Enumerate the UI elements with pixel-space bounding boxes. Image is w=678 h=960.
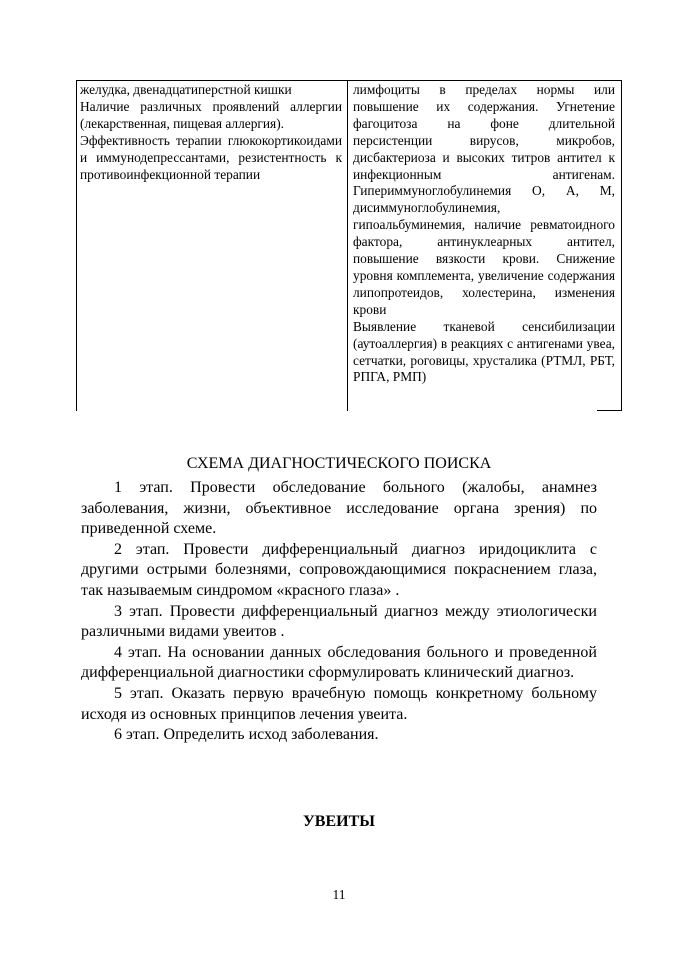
stage-3: 3 этап. Провести дифференциальный диагноз между этиологически различными видами увеитов . xyxy=(81,602,597,641)
right-cell-immunology: лимфоциты в пределах нормы или повышение их содержания. Угнетение фагоцитоза на фоне длительной персистенции вирусов, микробов, дисбактериоза и высоких титров антител к инфекционным антигенам. Гипериммуноглобулинемия О, А, М, дисиммуноглобулинемия, гипоальбуминемия, наличие ревматоидного фактора, антинуклеарных антител, повышение вязкости крови. Снижение уровня комплемента, увеличение содержания липопротеидов, холестерина, изменения крови xyxy=(353,82,615,317)
table-border-right xyxy=(621,80,622,411)
stage-5: 5 этап. Оказать первую врачебную помощь конкретному больному исходя из основных принципов лечения увеита. xyxy=(81,684,597,723)
table-cell-right xyxy=(353,82,615,386)
stage-6: 6 этап. Определить исход заболевания. xyxy=(114,726,379,744)
stage-2: 2 этап. Провести дифференциальный диагноз иридоциклита с другими острыми болезнями, сопровождающимися покраснением глаза, так называемым синдромом «красного глаза» . xyxy=(81,540,597,599)
table-border-bottom-fragment xyxy=(597,410,622,411)
left-cell-therapy: Эффективность терапии глюкокортикоидами и иммунодепрессантами, резистентность к противоинфекционной терапии xyxy=(80,132,342,182)
table-border-left xyxy=(76,80,77,411)
page-number: 11 xyxy=(332,887,346,902)
diagnostic-stages xyxy=(81,478,597,746)
chapter-title: УВЕИТЫ xyxy=(303,813,375,830)
findings-table xyxy=(76,80,622,411)
section-title: СХЕМА ДИАГНОСТИЧЕСКОГО ПОИСКА xyxy=(186,455,492,472)
left-cell-allergy: Наличие различных проявлений аллергии (лекарственная, пищевая аллергия). xyxy=(80,98,342,131)
table-column-divider xyxy=(347,80,348,411)
stage-1: 1 этап. Провести обследование больного (жалобы, анамнез заболевания, жизни, объективное исследование органа зрения) по приведенной схеме. xyxy=(81,479,597,538)
right-cell-sensitization: Выявление тканевой сенсибилизации (аутоаллергия) в реакциях с антигенами увеа, сетчатки, роговицы, хрусталика (РТМЛ, РБТ, РПГА, РМП) xyxy=(353,318,615,385)
left-cell-line-1: желудка, двенадцатиперстной кишки xyxy=(80,82,292,97)
table-border-top xyxy=(76,80,622,81)
table-cell-left xyxy=(80,82,342,183)
stage-4: 4 этап. На основании данных обследования больного и проведенной дифференциальной диагностики сформулировать клинический диагноз. xyxy=(81,643,597,682)
